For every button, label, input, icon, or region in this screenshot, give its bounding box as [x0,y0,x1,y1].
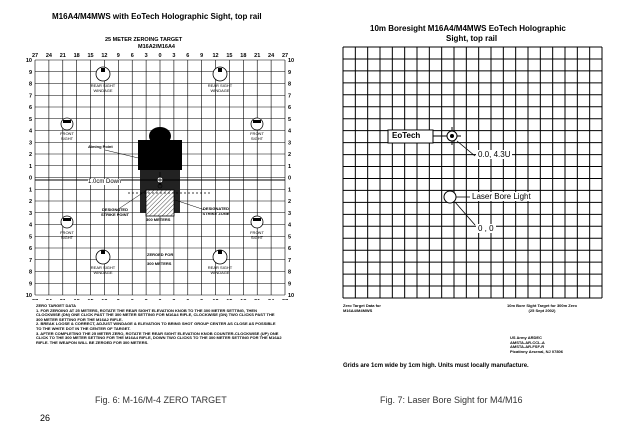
zero-notes: ZERO TARGET DATA 1. FOR ZEROING AT 25 METERS, ROTATE THE REAR SIGHT ELEVATION KNOB TO THE 300 METER SETTING, THEN CLOCKWISE (DN) ONE CLICK PAST THE 300 METER SETTING FOR M16A4 RIFLE, CLOCKWISE (DN) TWO CLICKS PAST THE 300 METER SETTING FOR THE M16A2 RIFLE. 2. BREAK LOOSE & CORRECT, ADJUST WINDAGE & ELEVATION TO BRING SHOT GROUP CENTER AS CLOSE AS POSSIBLE TO THE WHITE DOT IN THE CENTER OF TARGET. 3. AFTER COMPLETING THE 25 METER ZERO, ROTATE THE REAR SIGHT ELEVATION KNOB COUNTER-CLOCKWISE (UP) ONE CLICK TO THE 300 METER SETTING FOR THE M16A4 RIFLE, DOWN TWO CLICKS TO THE 300 METER SETTING FOR THE M16A2 RIFLE. THE WEAPON WILL BE ZEROED FOR 300 METERS. [36,303,282,345]
y-tick-left: 9 [28,69,32,76]
x-tick-top: 0 [158,53,162,59]
zeroed-meters: 300 METERS [147,261,172,266]
aiming-point-label: Aiming Point [88,144,113,149]
x-tick-top: 3 [144,53,148,59]
right-heading-2: Sight, top rail [446,34,498,43]
page-number: 26 [40,413,51,423]
y-tick-left: 10 [25,58,32,64]
front-sight-br: FRONT SIGHT [250,230,264,240]
bore-sight-target-label: 10m Bore Sight Target for 300m Zero (25 Sept 2002) [507,303,577,313]
laser-dot [444,191,456,203]
y-tick-right: 0 [288,175,292,182]
y-tick-left: 3 [28,140,32,147]
y-tick-left: 7 [28,257,32,264]
y-tick-left: 4 [28,128,32,135]
x-tick-top: 9 [116,53,120,59]
front-sight-l: FRONT SIGHT [60,131,74,141]
y-tick-left: 4 [28,222,32,229]
x-tick-top: 6 [186,53,190,59]
designated-strike-point: DESIGNATED STRIKE POINT [100,207,129,217]
x-tick-top: 18 [240,53,247,59]
y-tick-right: 4 [288,222,292,229]
y-tick-right: 1 [288,187,292,194]
y-tick-left: 5 [28,116,32,123]
y-tick-right: 2 [288,199,292,205]
y-tick-left: 0 [28,175,32,182]
y-tick-left: 8 [28,81,32,88]
x-tick-top: 21 [254,53,261,59]
y-tick-right: 6 [288,105,292,111]
eotech-coords: 0.0, 4.3U [478,150,511,159]
y-tick-right: 3 [288,210,292,217]
y-tick-right: 7 [288,93,292,100]
y-tick-right: 10 [288,58,295,64]
y-tick-right: 7 [288,257,292,264]
rear-sight-windage-br: REAR SIGHT WINDAGE [207,265,233,275]
x-tick-top: 12 [212,53,219,59]
x-tick-top: 6 [130,53,134,59]
x-tick-top: 24 [268,53,275,59]
target-title: 25 METER ZEROING TARGET [105,37,183,43]
zero-target-label: Zero Target Data for M16A4/M4MWS [343,303,381,313]
fig6-caption: Fig. 6: M-16/M-4 ZERO TARGET [95,395,227,405]
y-tick-right: 10 [288,293,295,299]
y-tick-left: 8 [28,269,32,276]
x-tick-top: 18 [73,53,80,59]
y-tick-left: 9 [28,281,32,288]
y-tick-left: 6 [28,246,32,252]
rear-sight-windage-tl: REAR SIGHT WINDAGE [90,83,116,93]
y-tick-left: 5 [28,234,32,241]
y-tick-left: 1 [28,163,32,170]
grid-note: Grids are 1cm wide by 1cm high. Units must locally manufacture. [343,363,529,369]
y-tick-right: 8 [288,81,292,88]
y-tick-left: 7 [28,93,32,100]
y-tick-right: 2 [288,152,292,158]
y-tick-left: 1 [28,187,32,194]
target-subtitle: M16A2/M16A4 [138,44,175,50]
y-tick-left: 3 [28,210,32,217]
x-tick-top: 15 [87,53,94,59]
right-heading-1: 10m Boresight M16A4/M4MWS EoTech Holographic [370,24,566,33]
y-tick-left: 2 [28,199,32,205]
y-tick-right: 5 [288,234,292,241]
designated-strike-zone: DESIGNATED STRIKE ZONE [202,206,230,216]
y-tick-right: 3 [288,140,292,147]
x-tick-top: 27 [281,53,289,59]
x-tick-top: 12 [101,53,108,59]
rear-sight-windage-tr: REAR SIGHT WINDAGE [207,83,233,93]
zeroed-for: ZEROED FOR [147,252,174,257]
front-sight-bl: FRONT SIGHT [60,230,74,240]
left-heading: M16A4/M4MWS with EoTech Holographic Sight, top rail [52,12,262,21]
y-tick-right: 4 [288,128,292,135]
x-tick-top: 27 [31,53,39,59]
y-tick-left: 6 [28,105,32,111]
fig7-caption: Fig. 7: Laser Bore Sight for M4/M16 [380,395,523,405]
y-tick-right: 9 [288,69,292,76]
laser-coords: 0 , 0 [478,224,494,233]
y-tick-right: 8 [288,269,292,276]
x-tick-top: 21 [59,53,66,59]
y-tick-right: 5 [288,116,292,123]
x-tick-top: 15 [226,53,233,59]
y-tick-right: 1 [288,163,292,170]
y-tick-left: 10 [25,293,32,299]
x-tick-top: 9 [200,53,204,59]
y-tick-right: 6 [288,246,292,252]
x-tick-top: 24 [45,53,52,59]
y-tick-right: 9 [288,281,292,288]
front-sight-r: FRONT SIGHT [250,131,264,141]
army-address: US Army ARDEC AMSTA-AR-CCL-A AMSTA-AR-FSF-R Picatinny Arsenal, NJ 07806 [510,335,563,354]
meter-label: 300 METERS [146,217,171,222]
y-tick-left: 2 [28,152,32,158]
laser-label: Laser Bore Light [472,192,531,201]
eotech-label: EoTech [392,131,421,140]
rear-sight-windage-bl: REAR SIGHT WINDAGE [90,265,116,275]
cm-down-label: 1.0cm Down [88,179,122,185]
x-tick-top: 3 [172,53,176,59]
